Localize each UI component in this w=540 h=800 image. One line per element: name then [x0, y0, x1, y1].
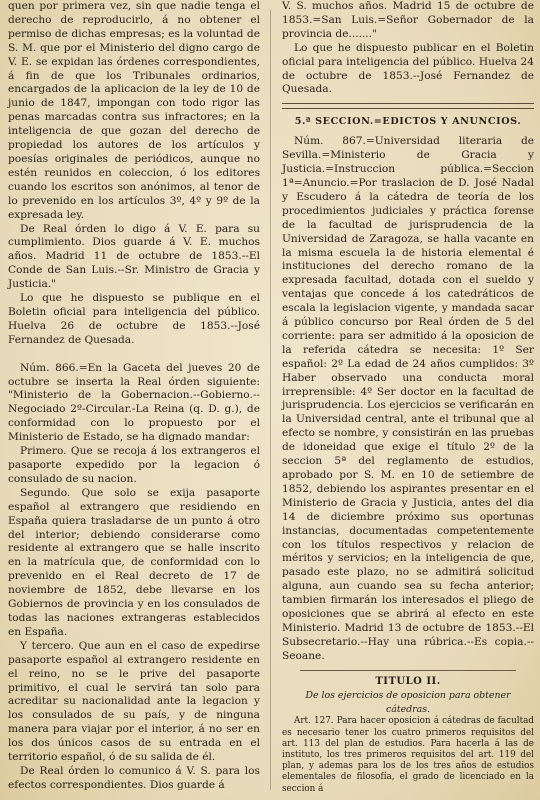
announcement-866-intro: Núm. 866.=En la Gaceta del jueves 20 de octubre se inserta la Real órden siguiente: "Ministerio de la Gobernacion.--Gobierno.--Negociado 2º-Circular.-La Reina (q. D. g.), de conformidad con lo propuesto por el Ministerio de Estado, se ha dignado mandar: — [8, 361, 260, 444]
left-column — [8, 0, 260, 793]
title-rule — [300, 670, 516, 671]
right-paragraph-1: V. S. muchos años. Madrid 15 de octubre de 1853.=San Luis.=Señor Gobernador de la provincia de......." — [282, 0, 534, 40]
left-paragraph-1: quen por primera vez, sin que nadie tenga el derecho de reproducirlo, á no obtener el permiso de dichas empresas; es la voluntad de S. M. que por el Ministerio del digno cargo de V. E. se expidan las órdenes correspondientes, á fin de que los Tribunales ordinarios, encargados de la aplicacion de la ley de 10 de junio de 1847, impongan con todo rigor las penas marcadas contra sus infractores; en la inteligencia de que gozan del derecho de propiedad los autores de los artículos y poesías originales de periódicos, aunque no estén reunidos en coleccion, ó los editores cuando los escritos son anónimos, al tenor de lo prevenido en los artículos 3º, 4º y 9º de la expresada ley. — [8, 0, 260, 221]
column-divider — [270, 10, 271, 790]
left-paragraph-3: Lo que he dispuesto se publique en el Boletin oficial para inteligencia del público. Huelva 26 de octubre de 1853.--José Fernandez de Quesada. — [8, 292, 260, 346]
left-closing-paragraph: De Real órden lo comunico á V. S. para los efectos correspondientes. Dios guarde á — [8, 764, 260, 791]
article-tercero: Y tercero. Que aun en el caso de expedirse pasaporte español al extrangero residente en el reino, no se le prive del pasaporte primitivo, el cual le servirá tan solo para acreditar su nacionalidad ante la legacion y los consulados de su país, y de ninguna manera para viajar por el interior, á no ser en los dos únicos casos de su entrada en el territorio español, ó de su salida de él. — [8, 639, 260, 764]
article-primero: Primero. Que se recoja á los extrangeros el pasaporte expedido por la legacion ó consulado de su nacion. — [8, 445, 260, 485]
right-paragraph-2: Lo que he dispuesto publicar en el Boletin oficial para inteligencia del público. Huelva 24 de octubre de 1853.--José Fernandez de Quesada. — [282, 41, 534, 96]
titulo-heading: TITULO II. — [375, 675, 441, 687]
titulo-subheading: De los ejercicios de oposicion para obtener cátedras. — [305, 689, 511, 715]
article-127: Art. 127. Para hacer oposicion á cátedras de facultad es necesario tener los cuatro primeros requisitos del art. 113 del plan de estudios. Para hacerla á las de instituto, los tres primeros requisitos del art. 119 del plan, y ademas para los de los tres años de estudios elementales de filosofía, el grado de licenciado en la seccion á — [282, 716, 534, 794]
left-paragraph-2: De Real órden lo digo á V. E. para su cumplimiento. Dios guarde á V. E. muchos años. Madrid 11 de octubre de 1853.--El Conde de San Luis.--Sr. Ministro de Gracia y Justicia." — [8, 222, 260, 291]
right-column — [282, 0, 534, 795]
section-rule — [282, 103, 534, 109]
section-heading: 5.ª SECCION.=EDICTOS Y ANUNCIOS. — [294, 116, 522, 128]
announcement-867: Núm. 867.=Universidad literaria de Sevilla.=Ministerio de Gracia y Justicia.=Instruccion pública.=Seccion 1ª=Anuncio.=Por traslacion de D. José Nadal y Escudero á la cátedra de teoría de los procedimientos judiciales y práctica forense de la facultad de jurisprudencia de la Universidad de Zaragoza, se halla vacante en la misma escuela la de historia elemental é instituciones del derecho romano de la expresada facultad, dotada con el sueldo y ventajas que concede á los catedráticos de escala la legislacion vigente, y mandada sacar á público concurso por Real órden de 5 del corriente: para ser admitido á la oposicion de la referida cátedra se necesita: 1º Ser español: 2º La edad de 24 años cumplidos: 3º Haber observado una conducta moral irreprensible: 4º Ser doctor en la facultad de jurisprudencia. Los ejercicios se verificarán en la Universidad central, ante el tribunal que al efecto se nombre, y consistirán en las pruebas de idoneidad que exige el título 2º de la seccion 5ª del reglamento de estudios, aprobado por S. M. en 10 de setiembre de 1852, debiendo los aspirantes presentar en el Ministerio de Gracia y Justicia, antes del dia 14 de diciembre próximo sus oportunas instancias, documentadas competentemente con los títulos respectivos y relacion de méritos y servicios; en la inteligencia de que, pasado este plazo, no se admitirá solicitud alguna, aun cuando sea su fecha anterior; tambien firmarán los interesados el pliego de oposiciones que se abrirá al efecto en este Ministerio. Madrid 13 de octubre de 1853.--El Subsecretario.--Hay una rúbrica.--Es copia.--Seoane. — [282, 135, 534, 662]
article-segundo: Segundo. Que solo se exija pasaporte español al extrangero que residiendo en España quiera trasladarse de un punto á otro del interior; debiendo considerarse como residente al extrangero que se halle inscrito en la matrícula que, de conformidad con lo prevenido en el Real decreto de 17 de noviembre de 1852, debe llevarse en los Gobiernos de provincia y en los consulados de todas las naciones extrangeras establecidos en España. — [8, 486, 260, 638]
